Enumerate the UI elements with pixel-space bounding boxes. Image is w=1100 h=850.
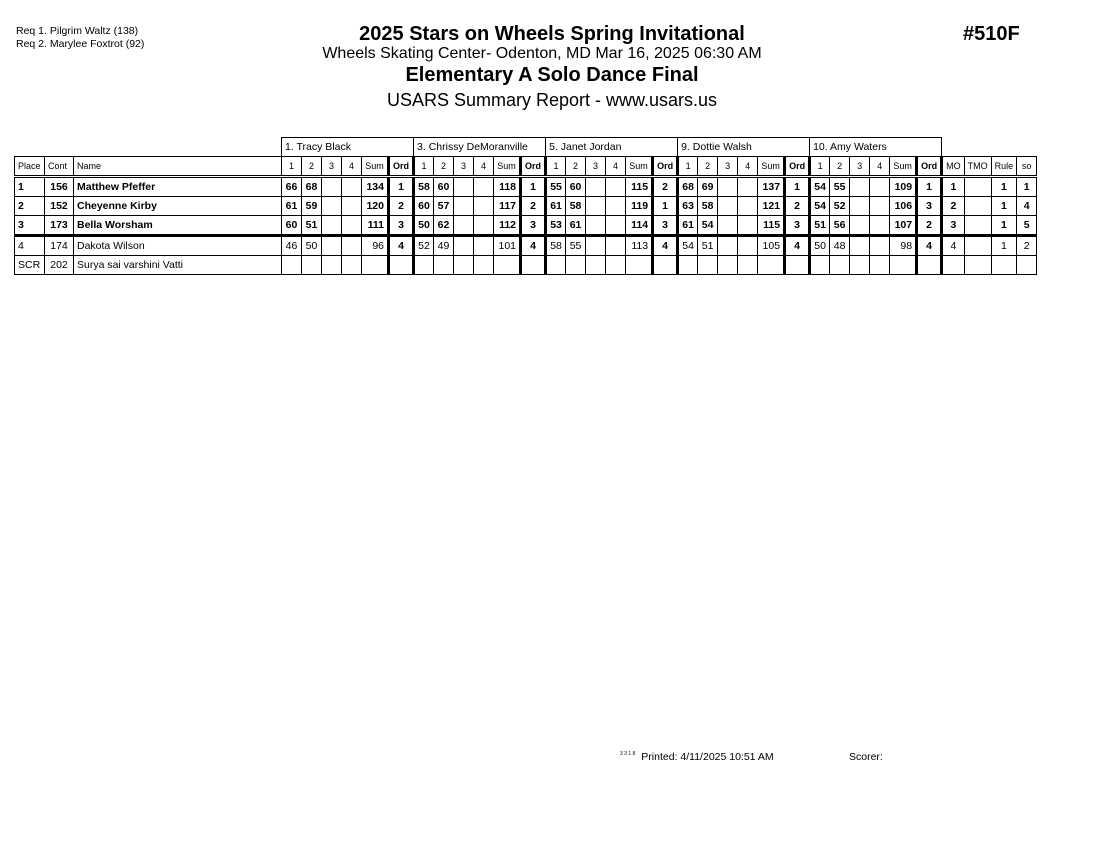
event-name: Elementary A Solo Dance Final (405, 64, 699, 86)
header-judge-col: 3 (718, 157, 738, 177)
score-cell (738, 177, 758, 197)
header-judge-col: 3 (322, 157, 342, 177)
place-cell: 4 (15, 236, 45, 256)
score-cell (322, 256, 342, 275)
ordinal-cell: 2 (521, 197, 546, 216)
sum-cell: 121 (758, 197, 785, 216)
score-cell: 56 (830, 216, 850, 236)
rule-cell: 1 (991, 236, 1017, 256)
score-cell: 58 (698, 197, 718, 216)
score-cell: 55 (546, 177, 566, 197)
header-judge-col: 4 (342, 157, 362, 177)
ordinal-cell: 4 (653, 236, 678, 256)
sum-cell: 134 (362, 177, 389, 197)
judges-row (15, 138, 1037, 157)
sum-cell: 106 (890, 197, 917, 216)
score-cell (342, 256, 362, 275)
score-cell: 52 (414, 236, 434, 256)
judge-name: 10. Amy Waters (810, 138, 942, 157)
score-cell: 68 (678, 177, 698, 197)
ordinal-cell (917, 256, 942, 275)
sum-cell: 101 (494, 236, 521, 256)
score-cell: 68 (302, 177, 322, 197)
tmo-cell (964, 216, 991, 236)
ordinal-cell: 3 (389, 216, 414, 236)
score-cell (586, 236, 606, 256)
sum-cell: 115 (626, 177, 653, 197)
cont-cell: 202 (45, 256, 74, 275)
ordinal-cell: 4 (521, 236, 546, 256)
table-row (15, 216, 1037, 236)
tmo-cell (964, 236, 991, 256)
score-cell (414, 256, 434, 275)
header-so: so (1017, 157, 1037, 177)
score-cell (738, 197, 758, 216)
score-cell (474, 197, 494, 216)
header-judge-col: 2 (566, 157, 586, 177)
score-cell (586, 197, 606, 216)
score-cell (718, 256, 738, 275)
ordinal-cell: 3 (521, 216, 546, 236)
score-cell: 66 (282, 177, 302, 197)
place-cell: 1 (15, 177, 45, 197)
header-cont: Cont (45, 157, 74, 177)
sum-cell (626, 256, 653, 275)
score-cell (566, 256, 586, 275)
score-cell: 53 (546, 216, 566, 236)
score-cell: 61 (282, 197, 302, 216)
header-judge-col: 1 (546, 157, 566, 177)
score-cell (454, 256, 474, 275)
mo-cell (942, 256, 965, 275)
skater-name-cell: Cheyenne Kirby (74, 197, 282, 216)
header-judge-col: Ord (521, 157, 546, 177)
requirement-2: Req 2. Marylee Foxtrot (92) (16, 38, 145, 50)
sum-cell (890, 256, 917, 275)
score-cell: 49 (434, 236, 454, 256)
skater-name-cell: Matthew Pfeffer (74, 177, 282, 197)
so-cell (1017, 256, 1037, 275)
score-cell (718, 177, 738, 197)
ordinal-cell: 3 (917, 197, 942, 216)
header-judge-col: 1 (414, 157, 434, 177)
so-cell: 5 (1017, 216, 1037, 236)
score-cell (606, 216, 626, 236)
score-cell (454, 177, 474, 197)
ordinal-cell: 2 (653, 177, 678, 197)
header-judge-col: 2 (698, 157, 718, 177)
results-table (14, 137, 1037, 275)
score-cell: 46 (282, 236, 302, 256)
ordinal-cell: 4 (917, 236, 942, 256)
sum-cell (494, 256, 521, 275)
event-number: #510F (963, 23, 1020, 45)
score-cell (698, 256, 718, 275)
judge-name: 9. Dottie Walsh (678, 138, 810, 157)
ordinal-cell: 2 (389, 197, 414, 216)
sum-cell: 113 (626, 236, 653, 256)
ordinal-cell: 4 (389, 236, 414, 256)
competition-title: 2025 Stars on Wheels Spring Invitational (359, 23, 745, 45)
score-cell (342, 216, 362, 236)
mo-cell: 1 (942, 177, 965, 197)
score-cell: 57 (434, 197, 454, 216)
score-cell (586, 256, 606, 275)
header-mo: MO (942, 157, 965, 177)
score-cell: 60 (434, 177, 454, 197)
place-cell: SCR (15, 256, 45, 275)
score-cell: 50 (302, 236, 322, 256)
score-cell (322, 236, 342, 256)
cont-cell: 152 (45, 197, 74, 216)
table-row (15, 177, 1037, 197)
header-judge-col: 1 (678, 157, 698, 177)
column-header-row (15, 157, 1037, 177)
score-cell (606, 256, 626, 275)
score-cell: 52 (830, 197, 850, 216)
skater-name-cell: Bella Worsham (74, 216, 282, 236)
cont-cell: 174 (45, 236, 74, 256)
rule-cell (991, 256, 1017, 275)
place-cell: 2 (15, 197, 45, 216)
ordinal-cell: 1 (785, 177, 810, 197)
header-judge-col: 3 (586, 157, 606, 177)
header-judge-col: Sum (890, 157, 917, 177)
scorer-label: Scorer: (849, 751, 883, 763)
sum-cell: 96 (362, 236, 389, 256)
cont-cell: 156 (45, 177, 74, 197)
score-cell: 63 (678, 197, 698, 216)
so-cell: 4 (1017, 197, 1037, 216)
ordinal-cell: 2 (917, 216, 942, 236)
ordinal-cell (785, 256, 810, 275)
score-cell (322, 197, 342, 216)
mo-cell: 3 (942, 216, 965, 236)
judge-name: 5. Janet Jordan (546, 138, 678, 157)
header-place: Place (15, 157, 45, 177)
score-cell: 51 (810, 216, 830, 236)
table-row (15, 236, 1037, 256)
header-judge-col: Ord (917, 157, 942, 177)
score-cell (850, 236, 870, 256)
rule-cell: 1 (991, 197, 1017, 216)
header-judge-col: 4 (606, 157, 626, 177)
score-cell: 62 (434, 216, 454, 236)
header-tmo: TMO (964, 157, 991, 177)
score-cell (606, 236, 626, 256)
ordinal-cell: 1 (653, 197, 678, 216)
ordinal-cell: 2 (785, 197, 810, 216)
score-cell (738, 236, 758, 256)
score-cell: 54 (678, 236, 698, 256)
score-cell: 61 (566, 216, 586, 236)
score-cell (830, 256, 850, 275)
sum-cell: 114 (626, 216, 653, 236)
printed-text: Printed: 4/11/2025 10:51 AM (641, 751, 774, 763)
header-judge-col: Sum (362, 157, 389, 177)
sum-cell: 117 (494, 197, 521, 216)
sum-cell: 107 (890, 216, 917, 236)
ordinal-cell: 3 (785, 216, 810, 236)
header-judge-col: Sum (758, 157, 785, 177)
ordinal-cell (521, 256, 546, 275)
header-judge-col: Sum (626, 157, 653, 177)
score-cell: 54 (810, 177, 830, 197)
score-cell: 69 (698, 177, 718, 197)
header-rule: Rule (991, 157, 1017, 177)
score-cell: 50 (414, 216, 434, 236)
score-cell (454, 216, 474, 236)
score-cell (586, 177, 606, 197)
score-cell (718, 216, 738, 236)
sum-cell: 119 (626, 197, 653, 216)
score-cell: 59 (302, 197, 322, 216)
score-cell: 58 (566, 197, 586, 216)
so-cell: 2 (1017, 236, 1037, 256)
header-judge-col: 4 (474, 157, 494, 177)
rule-cell: 1 (991, 177, 1017, 197)
ordinal-cell: 1 (521, 177, 546, 197)
header-judge-col: Ord (785, 157, 810, 177)
score-cell: 60 (282, 216, 302, 236)
score-cell (870, 256, 890, 275)
ordinal-cell: 4 (785, 236, 810, 256)
score-cell (738, 256, 758, 275)
sum-cell: 115 (758, 216, 785, 236)
score-cell (282, 256, 302, 275)
score-cell (342, 197, 362, 216)
mo-cell: 2 (942, 197, 965, 216)
score-cell (738, 216, 758, 236)
header-judge-col: 1 (810, 157, 830, 177)
score-cell (474, 256, 494, 275)
score-cell (474, 216, 494, 236)
sum-cell: 120 (362, 197, 389, 216)
sum-cell: 105 (758, 236, 785, 256)
score-cell (454, 197, 474, 216)
so-cell: 1 (1017, 177, 1037, 197)
score-cell: 54 (810, 197, 830, 216)
score-cell: 50 (810, 236, 830, 256)
report-title: USARS Summary Report - www.usars.us (386, 90, 718, 110)
mo-cell: 4 (942, 236, 965, 256)
judge-name: 3. Chrissy DeMoranville (414, 138, 546, 157)
sum-cell (362, 256, 389, 275)
header-judge-col: 2 (302, 157, 322, 177)
rule-cell: 1 (991, 216, 1017, 236)
header-judge-col: 1 (282, 157, 302, 177)
score-cell: 54 (698, 216, 718, 236)
score-cell (474, 236, 494, 256)
score-cell: 61 (678, 216, 698, 236)
header-judge-col: 4 (870, 157, 890, 177)
skater-name-cell: Surya sai varshini Vatti (74, 256, 282, 275)
tmo-cell (964, 177, 991, 197)
score-cell: 51 (698, 236, 718, 256)
header-judge-col: Sum (494, 157, 521, 177)
sum-cell (758, 256, 785, 275)
score-cell (810, 256, 830, 275)
score-cell (850, 177, 870, 197)
score-cell (870, 197, 890, 216)
score-cell (870, 216, 890, 236)
score-cell (870, 177, 890, 197)
score-cell: 60 (566, 177, 586, 197)
score-cell (586, 216, 606, 236)
ordinal-cell: 1 (389, 177, 414, 197)
score-cell: 60 (414, 197, 434, 216)
sum-cell: 112 (494, 216, 521, 236)
score-cell: 55 (566, 236, 586, 256)
header-judge-col: Ord (653, 157, 678, 177)
header-judge-col: 3 (850, 157, 870, 177)
score-cell: 61 (546, 197, 566, 216)
sum-cell: 118 (494, 177, 521, 197)
header-judge-col: 4 (738, 157, 758, 177)
ordinal-cell (653, 256, 678, 275)
score-cell: 58 (414, 177, 434, 197)
score-cell (850, 216, 870, 236)
score-cell (546, 256, 566, 275)
score-cell (850, 197, 870, 216)
score-cell (322, 216, 342, 236)
sum-cell: 137 (758, 177, 785, 197)
ordinal-cell (389, 256, 414, 275)
score-cell: 48 (830, 236, 850, 256)
score-cell (342, 177, 362, 197)
header-judge-col: 2 (434, 157, 454, 177)
judges-spacer-right (942, 138, 1037, 157)
judges-spacer (15, 138, 282, 157)
score-cell: 51 (302, 216, 322, 236)
score-cell (342, 236, 362, 256)
venue-date: Wheels Skating Center- Odenton, MD Mar 16, 2025 06:30 AM (322, 45, 762, 62)
header-name: Name (74, 157, 282, 177)
score-cell (474, 177, 494, 197)
ordinal-cell: 3 (653, 216, 678, 236)
score-cell (718, 197, 738, 216)
score-cell (718, 236, 738, 256)
score-cell: 55 (830, 177, 850, 197)
score-cell (302, 256, 322, 275)
score-cell (850, 256, 870, 275)
score-cell (454, 236, 474, 256)
header-judge-col: 3 (454, 157, 474, 177)
table-row (15, 256, 1037, 275)
tmo-cell (964, 256, 991, 275)
score-cell: 58 (546, 236, 566, 256)
sum-cell: 109 (890, 177, 917, 197)
score-cell (322, 177, 342, 197)
cont-cell: 173 (45, 216, 74, 236)
sum-cell: 98 (890, 236, 917, 256)
printed-timestamp (620, 751, 774, 763)
score-cell (434, 256, 454, 275)
header-judge-col: 2 (830, 157, 850, 177)
ordinal-cell: 1 (917, 177, 942, 197)
judge-name: 1. Tracy Black (282, 138, 414, 157)
header-judge-col: Ord (389, 157, 414, 177)
skater-name-cell: Dakota Wilson (74, 236, 282, 256)
score-cell (678, 256, 698, 275)
score-cell (870, 236, 890, 256)
tmo-cell (964, 197, 991, 216)
sum-cell: 111 (362, 216, 389, 236)
place-cell: 3 (15, 216, 45, 236)
score-cell (606, 197, 626, 216)
table-row (15, 197, 1037, 216)
report-code: 3 3 1 8 (620, 751, 636, 757)
score-cell (606, 177, 626, 197)
requirement-1: Req 1. Pilgrim Waltz (138) (16, 25, 139, 37)
